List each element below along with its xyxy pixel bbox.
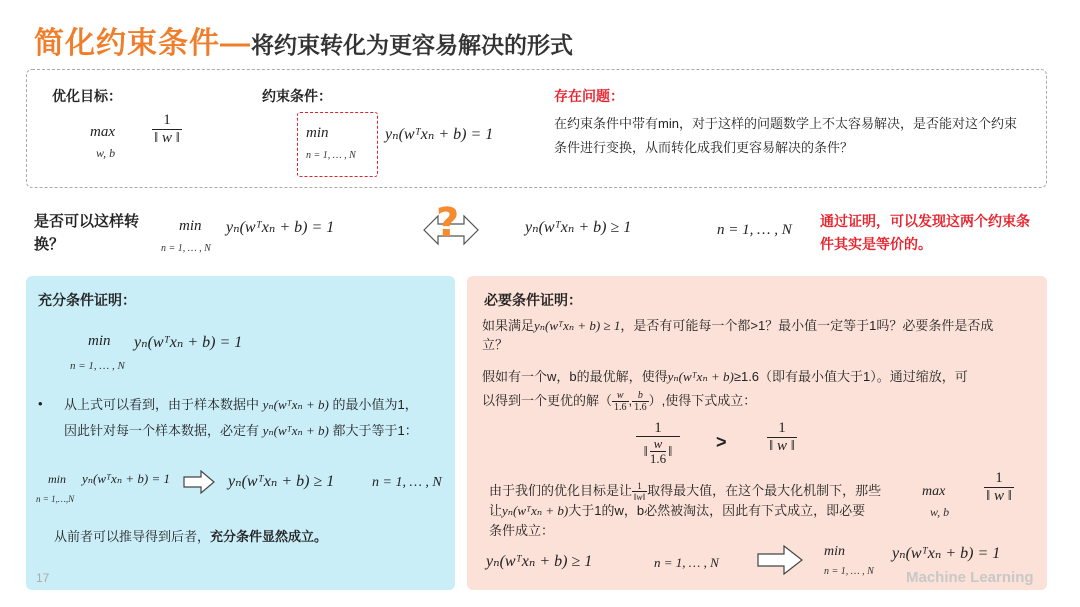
right-final-min-sub: n = 1, … , N [824, 566, 874, 577]
mid-expr-ge: yₙ(wᵀxₙ + b) ≥ 1 [525, 219, 632, 236]
page-title [34, 18, 573, 62]
problem-label: 存在问题： [554, 88, 624, 104]
cmp2-den: ‖ w ‖ [769, 438, 795, 454]
right-p3-b: 取得最大值，在这个最大化机制下，那些 [647, 483, 882, 498]
left-line2 [64, 420, 418, 442]
cons-min-sub: n = 1, … , N [306, 150, 356, 161]
left-expr-eq: yₙ(wᵀxₙ + b) = 1 [134, 334, 243, 351]
right-p2-line2 [482, 390, 756, 413]
left-small-expr: yₙ(wᵀxₙ + b) = 1 [82, 471, 170, 486]
conclusion-text: 通过证明，可以发现这两个约束条件其实是等价的。 [820, 213, 1030, 252]
title-sub: 将约束转化为更容易解决的形式 [251, 32, 573, 58]
sufficient-heading: 充分条件证明： [38, 292, 136, 308]
left-result-expr: yₙ(wᵀxₙ + b) ≥ 1 [228, 473, 335, 490]
left-result-range: n = 1, … , N [372, 475, 442, 490]
right-p1-line1 [482, 315, 993, 337]
cmp-fraction-right [767, 420, 797, 455]
left-line1 [64, 394, 418, 416]
right-final-min: min [824, 544, 845, 559]
right-max-num: 1 [995, 470, 1003, 486]
right-p3-a: 由于我们的优化目标是让 [489, 483, 633, 498]
left-line1-a: 从上式可以看到，由于样本数据中 [64, 397, 260, 412]
left-final-b: 充分条件显然成立。 [210, 529, 328, 544]
right-p3-expr: yₙ(wᵀxₙ + b) [502, 503, 569, 518]
right-p1-expr: yₙ(wᵀxₙ + b) ≥ 1 [534, 318, 621, 333]
title-main: 简化约束条件— [34, 27, 251, 60]
necessary-heading: 必要条件证明： [484, 292, 582, 308]
mid-expr-eq: yₙ(wᵀxₙ + b) = 1 [226, 219, 335, 236]
frac2-num: b [637, 390, 643, 402]
cons-min-box [297, 112, 378, 177]
opt-frac-den: ‖ w ‖ [154, 130, 180, 146]
cmp2-num: 1 [778, 420, 786, 436]
left-line1-expr: yₙ(wᵀxₙ + b) [262, 397, 329, 412]
opt-max: max [90, 124, 115, 140]
right-p3-line2 [489, 500, 865, 522]
right-max-sub: w, b [930, 505, 950, 519]
right-max: max [922, 484, 946, 499]
right-p3-c: 让 [489, 503, 503, 518]
cons-expr: yₙ(wᵀxₙ + b) = 1 [385, 126, 494, 143]
left-line2-a: 因此针对每一个样本数据，必定有 [64, 423, 260, 438]
left-min-sub: n = 1, … , N [70, 360, 125, 372]
frac1-den: 1.6 [614, 402, 627, 414]
cmp-den-w: w [653, 436, 663, 451]
right-arrow-icon-2 [757, 545, 803, 575]
cmp-fraction-left: 1 ‖ w 1.6 ‖ [636, 420, 680, 466]
right-arrow-icon [183, 470, 215, 494]
cons-label: 约束条件： [262, 88, 332, 104]
frac1-num: w [616, 390, 624, 402]
mid-min: min [179, 218, 202, 234]
left-final [54, 526, 327, 548]
left-small-min-sub: n = 1,…,N [36, 494, 75, 504]
cmp-den-16: 1.6 [649, 451, 667, 466]
right-p1-a: 如果满足 [482, 318, 535, 333]
opt-max-sub: w, b [96, 146, 116, 160]
page-number: 17 [36, 571, 50, 585]
right-p2-line1 [482, 366, 968, 388]
mid-min-sub: n = 1, … , N [161, 243, 211, 254]
question-text: 是否可以这样转换？ [34, 213, 140, 253]
left-small-min: min [48, 472, 66, 486]
right-p1-line2: 立？ [482, 337, 509, 352]
right-p1-b: ，是否有可能每一个都>1？最小值一定等于1吗？必要条件是否成 [620, 318, 994, 333]
cmp-num: 1 [654, 420, 662, 436]
mid-range: n = 1, … , N [717, 222, 792, 238]
left-final-a: 从前者可以推导得到后者， [54, 529, 211, 544]
greater-than: > [716, 432, 727, 452]
right-final-ge: yₙ(wᵀxₙ + b) ≥ 1 [486, 553, 593, 570]
right-p3-d: 大于1的w，b必然被淘汰，因此有下式成立，即必要 [568, 503, 866, 518]
bullet: • [38, 396, 43, 411]
right-p2-a: 假如有一个w，b的最优解，使得 [482, 369, 668, 384]
opt-frac-num: 1 [163, 112, 171, 128]
left-line2-b: 都大于等于1： [332, 423, 418, 438]
frac2-den: 1.6 [634, 402, 647, 414]
right-max-fraction [984, 470, 1014, 505]
right-p3-line3: 条件成立： [489, 523, 555, 538]
right-final-eq: yₙ(wᵀxₙ + b) = 1 [892, 545, 1001, 562]
right-p2-c: 以得到一个更优的解（ [482, 393, 613, 408]
right-final-range: n = 1, … , N [654, 555, 719, 570]
p3-frac-den: ‖w‖ [634, 492, 646, 503]
right-p2-b: ≥1.6（即有最小值大于1）。通过缩放，可 [733, 369, 968, 384]
left-line1-b: 的最小值为1， [332, 397, 418, 412]
p3-frac-num: 1 [637, 481, 642, 492]
right-p2-d: ）,使得下式成立： [648, 393, 757, 408]
opt-fraction [152, 112, 182, 147]
cons-min: min [306, 125, 329, 141]
left-line2-expr: yₙ(wᵀxₙ + b) [262, 423, 329, 438]
frac-comma: , [628, 393, 633, 408]
right-p2-expr: yₙ(wᵀxₙ + b) [667, 369, 734, 384]
right-max-den: ‖ w ‖ [986, 488, 1012, 504]
problem-text: 在约束条件中带有min，对于这样的问题数学上不太容易解决，是否能对这个约束条件进行变换，从而转化成我们更容易解决的条件？ [554, 116, 1017, 155]
left-min: min [88, 333, 111, 349]
right-p3-line1 [489, 480, 881, 502]
opt-label: 优化目标： [52, 88, 122, 104]
question-mark: ? [436, 200, 460, 246]
watermark: Machine Learning [906, 569, 1034, 586]
